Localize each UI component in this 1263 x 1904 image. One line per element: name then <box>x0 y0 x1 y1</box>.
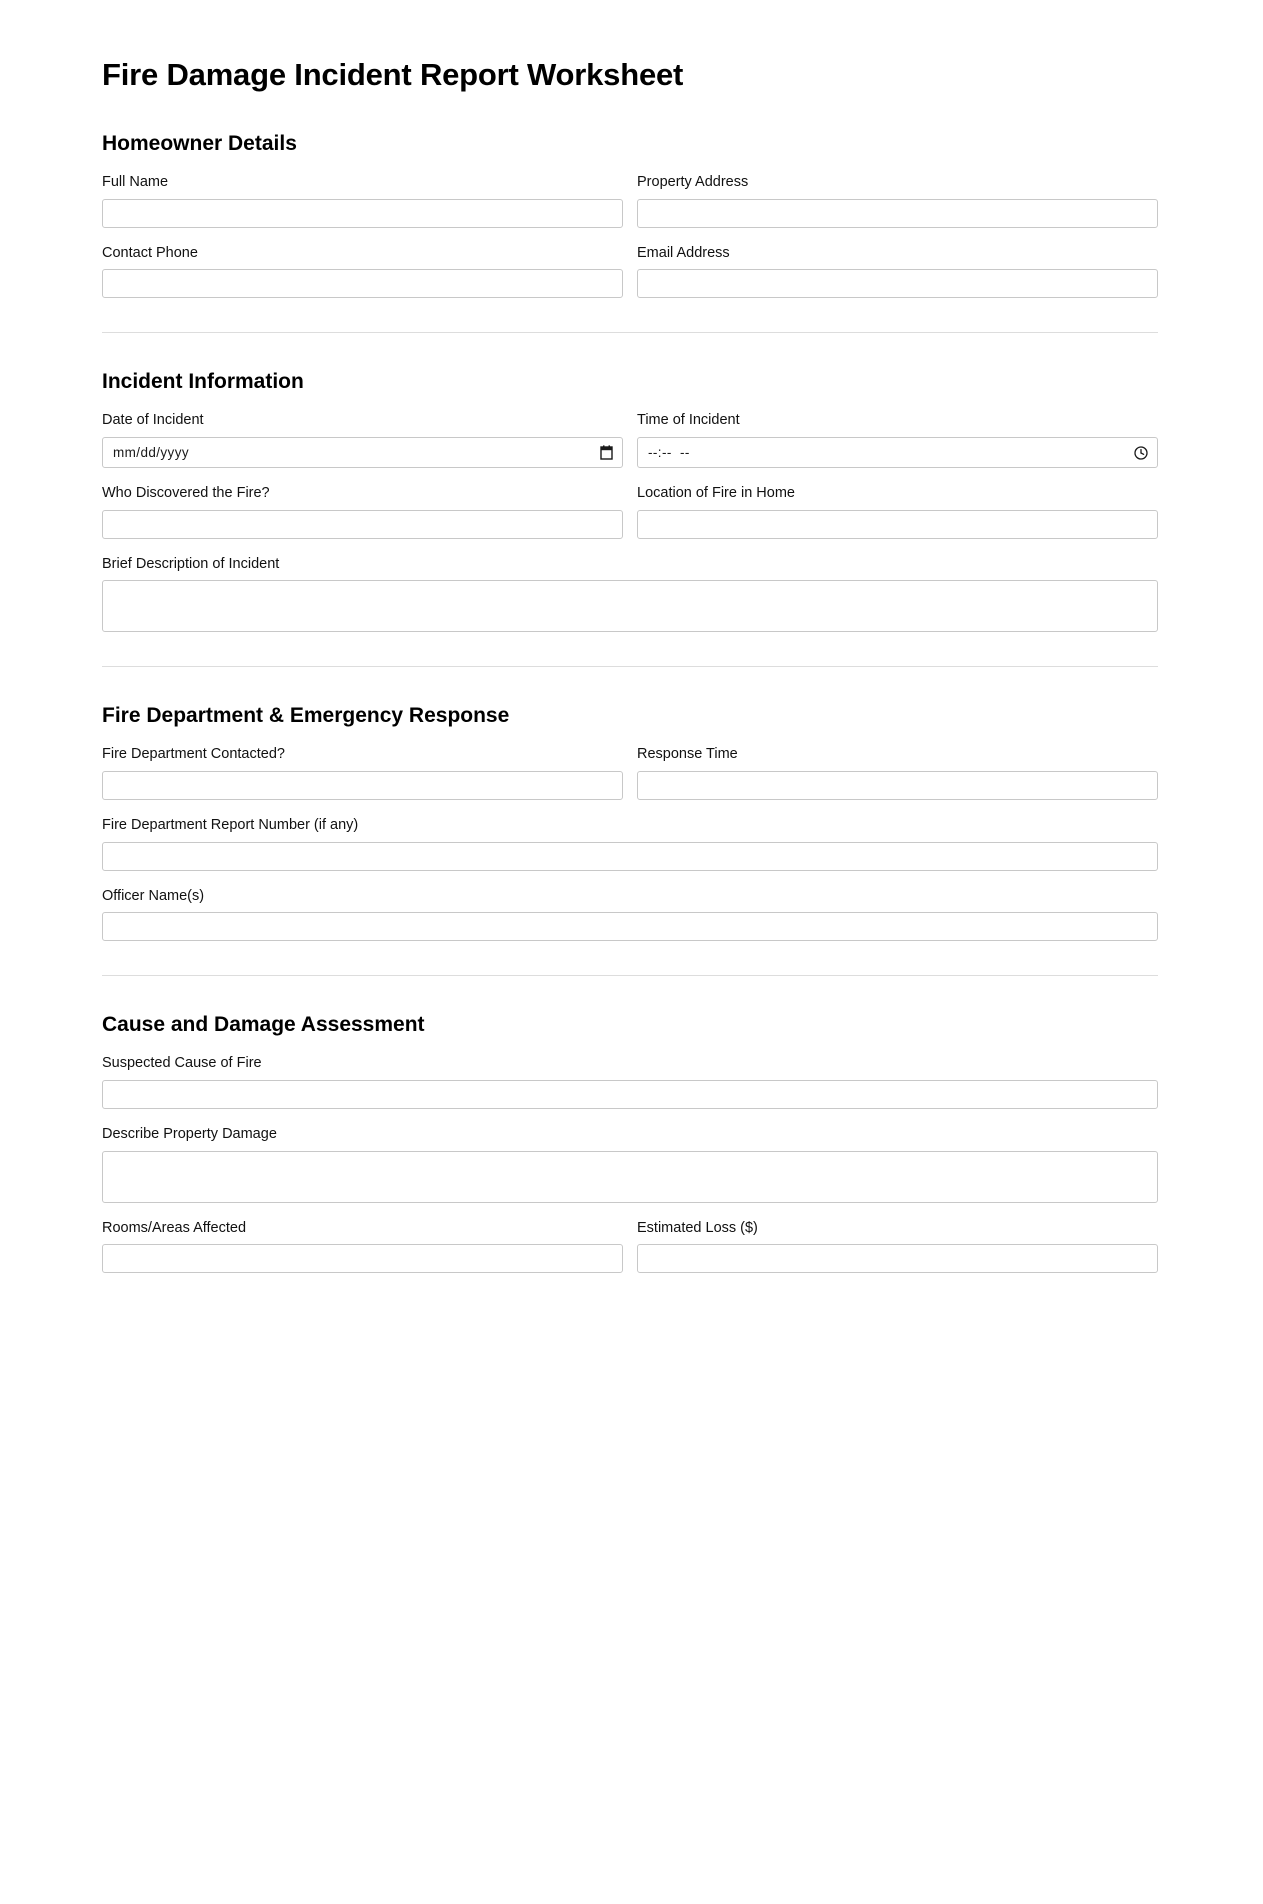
input-brief-description[interactable] <box>102 580 1158 632</box>
section-heading-homeowner-details: Homeowner Details <box>102 131 297 155</box>
input-fd-contacted[interactable] <box>102 771 623 800</box>
input-report-number[interactable] <box>102 842 1158 871</box>
input-who-discovered[interactable] <box>102 510 623 539</box>
date-placeholder-text: mm/dd/yyyy <box>113 445 190 461</box>
row-date-time <box>102 395 1158 468</box>
section-divider-1 <box>102 332 1158 333</box>
page-title: Fire Damage Incident Report Worksheet <box>102 57 684 92</box>
row-discoverer-location <box>102 468 1158 539</box>
input-date-of-incident[interactable] <box>102 437 623 468</box>
label-estimated-loss: Estimated Loss ($) <box>637 1219 758 1236</box>
field-estimated-loss <box>637 1219 1158 1274</box>
field-email-address <box>637 244 1158 299</box>
row-rooms-loss <box>102 1203 1158 1274</box>
input-email-address[interactable] <box>637 269 1158 298</box>
input-officer-names[interactable] <box>102 912 1158 941</box>
field-who-discovered <box>102 484 623 539</box>
label-fd-contacted: Fire Department Contacted? <box>102 746 285 763</box>
label-rooms-affected: Rooms/Areas Affected <box>102 1219 247 1236</box>
field-brief-description <box>102 555 1158 633</box>
label-property-address: Property Address <box>637 174 749 191</box>
section-heading-cause-damage-assessment: Cause and Damage Assessment <box>102 1013 425 1037</box>
field-contact-phone <box>102 244 623 299</box>
input-describe-damage[interactable] <box>102 1151 1158 1203</box>
calendar-icon[interactable] <box>598 445 614 461</box>
label-suspected-cause: Suspected Cause of Fire <box>102 1055 262 1072</box>
field-fd-contacted <box>102 745 623 800</box>
section-divider-3 <box>102 975 1158 976</box>
input-estimated-loss[interactable] <box>637 1244 1158 1273</box>
field-date-of-incident <box>102 411 623 468</box>
field-rooms-affected <box>102 1219 623 1274</box>
label-who-discovered: Who Discovered the Fire? <box>102 485 270 502</box>
label-location-of-fire: Location of Fire in Home <box>637 485 795 502</box>
row-phone-email <box>102 228 1158 299</box>
clock-icon[interactable] <box>1133 445 1149 461</box>
label-contact-phone: Contact Phone <box>102 244 198 261</box>
field-time-of-incident <box>637 411 1158 468</box>
section-incident-information <box>102 368 1158 632</box>
field-officer-names <box>102 887 1158 942</box>
label-report-number: Fire Department Report Number (if any) <box>102 817 359 834</box>
input-contact-phone[interactable] <box>102 269 623 298</box>
row-brief-description <box>102 539 1158 633</box>
label-officer-names: Officer Name(s) <box>102 887 205 904</box>
input-full-name[interactable] <box>102 199 623 228</box>
section-fire-department-response <box>102 702 1158 941</box>
section-cause-damage-assessment <box>102 1011 1158 1273</box>
field-full-name <box>102 173 623 228</box>
label-full-name: Full Name <box>102 174 169 191</box>
label-time-of-incident: Time of Incident <box>637 412 740 429</box>
label-date-of-incident: Date of Incident <box>102 412 204 429</box>
row-officer-names <box>102 871 1158 942</box>
time-placeholder-text: --:-- -- <box>648 445 690 461</box>
input-location-of-fire[interactable] <box>637 510 1158 539</box>
section-heading-incident-information: Incident Information <box>102 370 304 394</box>
field-response-time <box>637 745 1158 800</box>
row-contacted-response <box>102 729 1158 800</box>
field-describe-damage <box>102 1125 1158 1203</box>
section-heading-fire-department-response: Fire Department & Emergency Response <box>102 704 510 728</box>
field-suspected-cause <box>102 1054 1158 1109</box>
row-describe-damage <box>102 1109 1158 1203</box>
label-email-address: Email Address <box>637 244 730 261</box>
input-property-address[interactable] <box>637 199 1158 228</box>
section-homeowner-details <box>102 130 1158 298</box>
row-report-number <box>102 800 1158 871</box>
field-location-of-fire <box>637 484 1158 539</box>
label-brief-description: Brief Description of Incident <box>102 555 280 572</box>
label-describe-damage: Describe Property Damage <box>102 1126 277 1142</box>
input-response-time[interactable] <box>637 771 1158 800</box>
input-suspected-cause[interactable] <box>102 1080 1158 1109</box>
input-time-of-incident[interactable] <box>637 437 1158 468</box>
label-response-time: Response Time <box>637 746 738 763</box>
input-rooms-affected[interactable] <box>102 1244 623 1273</box>
section-divider-2 <box>102 666 1158 667</box>
field-property-address <box>637 173 1158 228</box>
row-suspected-cause <box>102 1038 1158 1109</box>
row-name-address <box>102 157 1158 228</box>
field-report-number <box>102 816 1158 871</box>
